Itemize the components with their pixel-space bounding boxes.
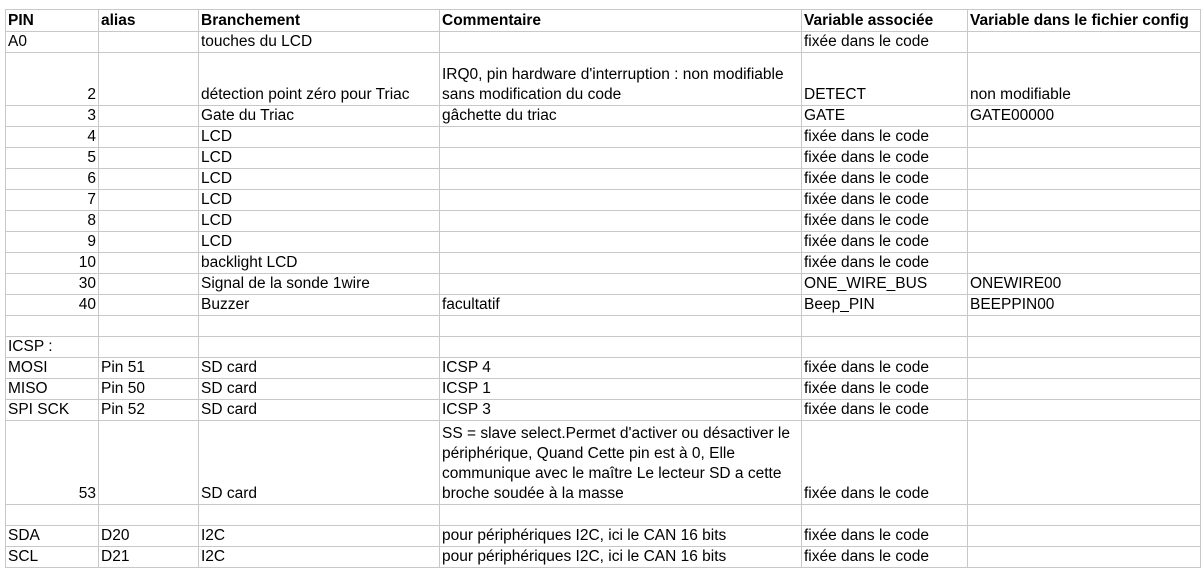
cell-pin[interactable]: 2 xyxy=(6,53,99,106)
table-row xyxy=(6,211,1201,232)
cell-variable-config[interactable] xyxy=(968,379,1201,400)
table-row xyxy=(6,505,1201,526)
sheet-body xyxy=(6,10,1201,568)
table-row xyxy=(6,32,1201,53)
cell-variable-config[interactable]: ONEWIRE00 xyxy=(968,274,1201,295)
table-row xyxy=(6,379,1201,400)
cell-pin[interactable]: 10 xyxy=(6,253,99,274)
cell-variable-associee[interactable]: fixée dans le code xyxy=(802,169,968,190)
cell-alias[interactable]: Pin 52 xyxy=(99,400,199,421)
cell-variable-config[interactable] xyxy=(968,148,1201,169)
header-cell-variable-associee[interactable]: Variable associée xyxy=(802,10,968,32)
cell-alias[interactable] xyxy=(99,53,199,106)
cell-variable-config[interactable] xyxy=(968,169,1201,190)
cell-commentaire[interactable] xyxy=(440,211,802,232)
cell-alias[interactable] xyxy=(99,232,199,253)
cell-variable-config[interactable] xyxy=(968,337,1201,358)
cell-commentaire[interactable]: IRQ0, pin hardware d'interruption : non modifiable sans modification du code xyxy=(440,53,802,106)
cell-pin[interactable]: 53 xyxy=(6,421,99,505)
cell-commentaire[interactable] xyxy=(440,274,802,295)
cell-branchement[interactable]: I2C xyxy=(199,526,440,547)
table-row xyxy=(6,421,1201,505)
cell-branchement[interactable]: I2C xyxy=(199,547,440,568)
cell-variable-associee[interactable]: fixée dans le code xyxy=(802,148,968,169)
cell-variable-config[interactable]: BEEPPIN00 xyxy=(968,295,1201,316)
cell-pin[interactable] xyxy=(6,316,99,337)
cell-commentaire[interactable] xyxy=(440,253,802,274)
cell-branchement[interactable]: LCD xyxy=(199,169,440,190)
cell-commentaire[interactable]: SS = slave select.Permet d'activer ou désactiver le périphérique, Quand Cette pin est à 0, Elle communique avec le maître Le lecteur SD a cette broche soudée à la masse xyxy=(440,421,802,505)
cell-variable-associee[interactable]: fixée dans le code xyxy=(802,400,968,421)
cell-variable-config[interactable] xyxy=(968,232,1201,253)
cell-commentaire[interactable]: pour périphériques I2C, ici le CAN 16 bits xyxy=(440,526,802,547)
table-row xyxy=(6,148,1201,169)
cell-pin[interactable]: 7 xyxy=(6,190,99,211)
cell-pin[interactable]: 6 xyxy=(6,169,99,190)
cell-variable-associee[interactable]: GATE xyxy=(802,106,968,127)
cell-branchement[interactable]: LCD xyxy=(199,211,440,232)
cell-pin[interactable]: ICSP : xyxy=(6,337,99,358)
cell-branchement[interactable]: touches du LCD xyxy=(199,32,440,53)
cell-pin[interactable]: A0 xyxy=(6,32,99,53)
cell-variable-associee[interactable]: fixée dans le code xyxy=(802,526,968,547)
cell-alias[interactable] xyxy=(99,106,199,127)
cell-branchement[interactable]: SD card xyxy=(199,358,440,379)
cell-alias[interactable] xyxy=(99,253,199,274)
cell-variable-config[interactable] xyxy=(968,316,1201,337)
cell-pin[interactable]: 40 xyxy=(6,295,99,316)
cell-alias[interactable] xyxy=(99,505,199,526)
cell-variable-associee[interactable]: fixée dans le code xyxy=(802,32,968,53)
cell-branchement[interactable]: LCD xyxy=(199,148,440,169)
cell-pin[interactable]: 30 xyxy=(6,274,99,295)
cell-branchement[interactable]: SD card xyxy=(199,379,440,400)
table-row xyxy=(6,295,1201,316)
cell-branchement[interactable]: SD card xyxy=(199,400,440,421)
cell-commentaire[interactable]: pour périphériques I2C, ici le CAN 16 bits xyxy=(440,547,802,568)
cell-branchement[interactable] xyxy=(199,337,440,358)
header-cell-commentaire[interactable]: Commentaire xyxy=(440,10,802,32)
cell-commentaire[interactable] xyxy=(440,127,802,148)
cell-alias[interactable] xyxy=(99,148,199,169)
cell-alias[interactable] xyxy=(99,32,199,53)
cell-pin[interactable]: 9 xyxy=(6,232,99,253)
cell-variable-associee[interactable] xyxy=(802,505,968,526)
cell-alias[interactable]: D20 xyxy=(99,526,199,547)
cell-variable-config[interactable] xyxy=(968,421,1201,505)
cell-variable-associee[interactable]: fixée dans le code xyxy=(802,190,968,211)
cell-branchement[interactable]: Buzzer xyxy=(199,295,440,316)
table-row xyxy=(6,274,1201,295)
cell-commentaire[interactable] xyxy=(440,337,802,358)
table-row xyxy=(6,232,1201,253)
cell-variable-config[interactable] xyxy=(968,253,1201,274)
table-row xyxy=(6,190,1201,211)
table-row xyxy=(6,53,1201,106)
cell-variable-config[interactable] xyxy=(968,190,1201,211)
table-row xyxy=(6,547,1201,568)
cell-alias[interactable] xyxy=(99,421,199,505)
table-row xyxy=(6,106,1201,127)
cell-pin[interactable]: SCL xyxy=(6,547,99,568)
cell-variable-config[interactable] xyxy=(968,526,1201,547)
cell-variable-associee[interactable] xyxy=(802,337,968,358)
cell-commentaire[interactable] xyxy=(440,148,802,169)
cell-pin[interactable]: SDA xyxy=(6,526,99,547)
cell-alias[interactable]: D21 xyxy=(99,547,199,568)
cell-variable-associee[interactable]: ONE_WIRE_BUS xyxy=(802,274,968,295)
cell-variable-config[interactable] xyxy=(968,358,1201,379)
cell-variable-associee[interactable]: fixée dans le code xyxy=(802,232,968,253)
table-row xyxy=(6,526,1201,547)
cell-variable-associee[interactable]: fixée dans le code xyxy=(802,421,968,505)
cell-alias[interactable]: Pin 51 xyxy=(99,358,199,379)
cell-branchement[interactable]: SD card xyxy=(199,421,440,505)
cell-variable-associee[interactable]: fixée dans le code xyxy=(802,211,968,232)
cell-pin[interactable]: SPI SCK xyxy=(6,400,99,421)
cell-pin[interactable] xyxy=(6,505,99,526)
cell-branchement[interactable]: LCD xyxy=(199,127,440,148)
header-cell-branchement[interactable]: Branchement xyxy=(199,10,440,32)
cell-variable-config[interactable]: GATE00000 xyxy=(968,106,1201,127)
cell-variable-config[interactable] xyxy=(968,505,1201,526)
cell-branchement[interactable] xyxy=(199,505,440,526)
table-row xyxy=(6,358,1201,379)
cell-branchement[interactable] xyxy=(199,316,440,337)
header-row xyxy=(6,10,1201,32)
cell-commentaire[interactable] xyxy=(440,32,802,53)
cell-commentaire[interactable]: ICSP 3 xyxy=(440,400,802,421)
cell-variable-config[interactable] xyxy=(968,32,1201,53)
cell-variable-associee[interactable]: fixée dans le code xyxy=(802,547,968,568)
cell-alias[interactable] xyxy=(99,211,199,232)
cell-variable-associee[interactable]: fixée dans le code xyxy=(802,127,968,148)
cell-pin[interactable]: MOSI xyxy=(6,358,99,379)
table-row xyxy=(6,127,1201,148)
cell-variable-associee[interactable]: fixée dans le code xyxy=(802,358,968,379)
cell-alias[interactable] xyxy=(99,169,199,190)
cell-alias[interactable] xyxy=(99,127,199,148)
table-row xyxy=(6,400,1201,421)
table-row xyxy=(6,253,1201,274)
header-cell-variable-config[interactable]: Variable dans le fichier config xyxy=(968,10,1201,32)
cell-alias[interactable] xyxy=(99,337,199,358)
header-cell-pin[interactable]: PIN xyxy=(6,10,99,32)
cell-alias[interactable] xyxy=(99,190,199,211)
cell-commentaire[interactable] xyxy=(440,232,802,253)
cell-variable-associee[interactable] xyxy=(802,316,968,337)
cell-pin[interactable]: 4 xyxy=(6,127,99,148)
cell-variable-associee[interactable]: fixée dans le code xyxy=(802,379,968,400)
cell-commentaire[interactable]: gâchette du triac xyxy=(440,106,802,127)
header-cell-alias[interactable]: alias xyxy=(99,10,199,32)
cell-pin[interactable]: 8 xyxy=(6,211,99,232)
cell-branchement[interactable]: détection point zéro pour Triac xyxy=(199,53,440,106)
cell-variable-config[interactable]: non modifiable xyxy=(968,53,1201,106)
cell-commentaire[interactable] xyxy=(440,190,802,211)
table-row xyxy=(6,316,1201,337)
cell-branchement[interactable]: Signal de la sonde 1wire xyxy=(199,274,440,295)
table-row xyxy=(6,337,1201,358)
cell-branchement[interactable]: LCD xyxy=(199,232,440,253)
cell-alias[interactable] xyxy=(99,295,199,316)
cell-branchement[interactable]: LCD xyxy=(199,190,440,211)
cell-commentaire[interactable] xyxy=(440,169,802,190)
cell-branchement[interactable]: backlight LCD xyxy=(199,253,440,274)
cell-commentaire[interactable]: ICSP 4 xyxy=(440,358,802,379)
cell-variable-associee[interactable]: Beep_PIN xyxy=(802,295,968,316)
cell-variable-config[interactable] xyxy=(968,400,1201,421)
cell-pin[interactable]: MISO xyxy=(6,379,99,400)
cell-pin[interactable]: 5 xyxy=(6,148,99,169)
pin-mapping-spreadsheet xyxy=(5,9,1201,568)
cell-commentaire[interactable]: facultatif xyxy=(440,295,802,316)
cell-branchement[interactable]: Gate du Triac xyxy=(199,106,440,127)
cell-commentaire[interactable] xyxy=(440,316,802,337)
cell-alias[interactable] xyxy=(99,316,199,337)
cell-pin[interactable]: 3 xyxy=(6,106,99,127)
cell-variable-config[interactable] xyxy=(968,211,1201,232)
cell-commentaire[interactable] xyxy=(440,505,802,526)
cell-variable-config[interactable] xyxy=(968,127,1201,148)
table-row xyxy=(6,169,1201,190)
cell-variable-associee[interactable]: fixée dans le code xyxy=(802,253,968,274)
cell-variable-config[interactable] xyxy=(968,547,1201,568)
cell-variable-associee[interactable]: DETECT xyxy=(802,53,968,106)
cell-alias[interactable]: Pin 50 xyxy=(99,379,199,400)
cell-commentaire[interactable]: ICSP 1 xyxy=(440,379,802,400)
cell-alias[interactable] xyxy=(99,274,199,295)
